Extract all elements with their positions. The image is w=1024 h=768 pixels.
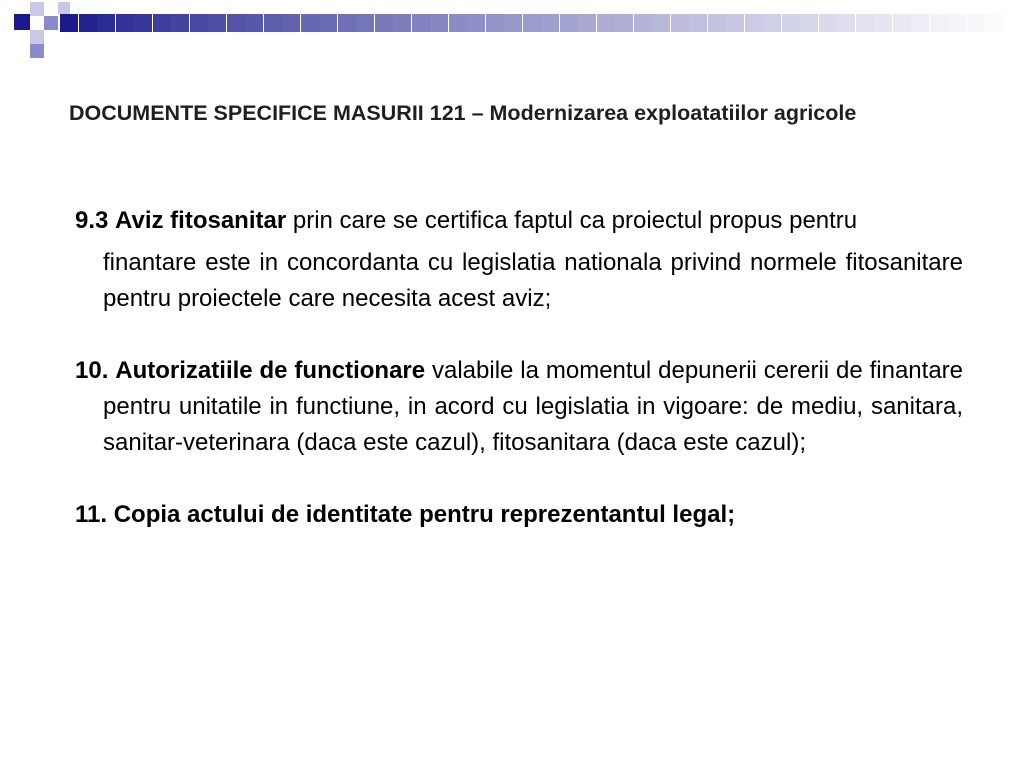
item-text: finantare este in concordanta cu legislatia nationala privind normele fitosanitare pentru proiectele care necesita acest aviz;	[103, 249, 963, 312]
gradient-bar-cell	[597, 14, 615, 32]
deco-square	[44, 16, 58, 30]
list-item-11	[75, 497, 963, 533]
gradient-bar-cell	[134, 14, 152, 32]
gradient-bar-cell	[449, 14, 467, 32]
gradient-bar-cell	[763, 14, 781, 32]
item-text: 11. Copia actului de identitate pentru reprezentantul legal;	[75, 501, 736, 528]
deco-square	[30, 30, 44, 44]
gradient-bar-cell	[930, 14, 948, 32]
deco-square	[30, 2, 44, 16]
gradient-bar-cell	[615, 14, 633, 32]
gradient-bar-cell	[116, 14, 134, 32]
gradient-bar-cell	[523, 14, 541, 32]
gradient-bar-cell	[338, 14, 356, 32]
item-number: 10.	[75, 357, 109, 384]
gradient-bar-cell	[652, 14, 670, 32]
gradient-bar-cell	[708, 14, 726, 32]
gradient-bar-cell	[837, 14, 855, 32]
list-item-10	[75, 353, 963, 461]
gradient-bar-cell	[782, 14, 800, 32]
gradient-bar-cell	[745, 14, 763, 32]
gradient-bar-cell	[504, 14, 522, 32]
gradient-bar-cell	[190, 14, 208, 32]
gradient-bar	[60, 14, 1024, 34]
list-item-9-3-continuation	[75, 245, 963, 317]
gradient-bar-cell	[578, 14, 596, 32]
gradient-bar-cell	[874, 14, 892, 32]
gradient-bar-cell	[153, 14, 171, 32]
gradient-bar-cell	[985, 14, 1003, 32]
gradient-bar-cell	[819, 14, 837, 32]
page-title: DOCUMENTE SPECIFICE MASURII 121 – Modernizarea exploatatiilor agricole	[69, 101, 857, 125]
gradient-bar-cell	[467, 14, 485, 32]
gradient-bar-cell	[319, 14, 337, 32]
gradient-bar-cell	[541, 14, 559, 32]
gradient-bar-cell	[282, 14, 300, 32]
gradient-bar-cell	[1004, 14, 1022, 32]
gradient-bar-cell	[264, 14, 282, 32]
item-text: valabile la momentul depunerii cererii de finantare pentru unitatile in functiune, in acord cu legislatia in vigoare: de mediu, sanitara, sanitar-veterinara (daca este cazul), fitosanitara (daca este cazul);	[103, 357, 964, 456]
gradient-bar-cell	[967, 14, 985, 32]
deco-square	[30, 44, 44, 58]
gradient-bar-cell	[97, 14, 115, 32]
item-number: 9.3	[75, 207, 109, 234]
gradient-bar-cell	[245, 14, 263, 32]
gradient-bar-cell	[412, 14, 430, 32]
list-item-9-3	[75, 203, 963, 239]
gradient-bar-cell	[911, 14, 929, 32]
gradient-bar-cell	[227, 14, 245, 32]
gradient-bar-cell	[726, 14, 744, 32]
gradient-bar-cell	[393, 14, 411, 32]
gradient-bar-cell	[301, 14, 319, 32]
gradient-bar-cell	[171, 14, 189, 32]
gradient-bar-cell	[60, 14, 78, 32]
deco-square	[14, 14, 30, 30]
gradient-bar-cell	[800, 14, 818, 32]
gradient-bar-cell	[893, 14, 911, 32]
gradient-bar-cell	[356, 14, 374, 32]
item-label: Aviz fitosanitar	[115, 207, 287, 234]
gradient-bar-cell	[671, 14, 689, 32]
gradient-bar-cell	[208, 14, 226, 32]
gradient-bar-cell	[430, 14, 448, 32]
gradient-bar-cell	[634, 14, 652, 32]
deco-square	[58, 2, 70, 14]
header-decoration	[0, 0, 1024, 70]
gradient-bar-cell	[375, 14, 393, 32]
gradient-bar-cell	[560, 14, 578, 32]
gradient-bar-cell	[79, 14, 97, 32]
gradient-bar-cell	[689, 14, 707, 32]
document-body	[75, 203, 963, 533]
gradient-bar-cell	[486, 14, 504, 32]
item-text: prin care se certifica faptul ca proiectul propus pentru	[286, 207, 858, 234]
item-label: Autorizatiile de functionare	[115, 357, 426, 384]
gradient-bar-cell	[948, 14, 966, 32]
gradient-bar-cell	[856, 14, 874, 32]
